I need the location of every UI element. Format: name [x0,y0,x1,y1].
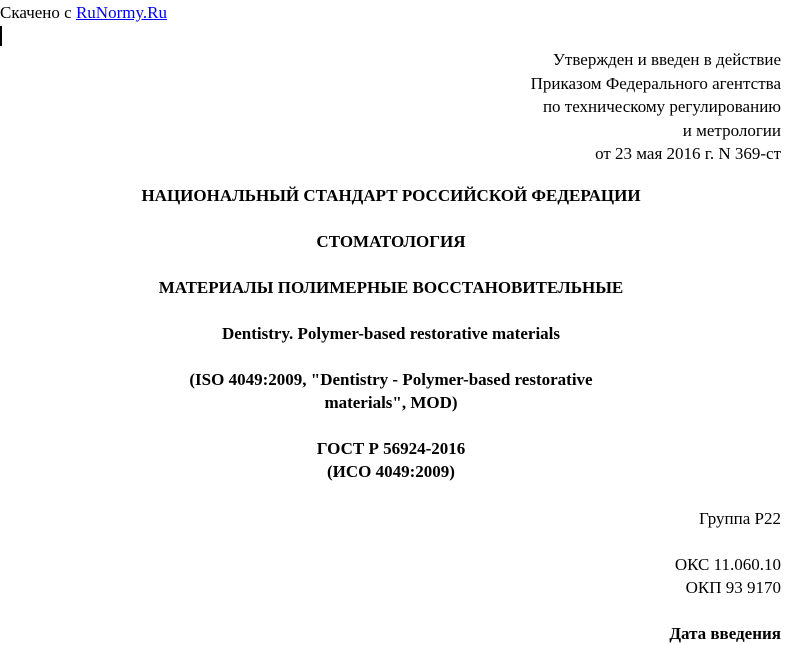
title-en-text: Dentistry. Polymer-based restorative materials [221,324,561,343]
iso-number: (ИСО 4049:2009) [327,462,455,481]
oks-code: ОКС 11.060.10 [674,555,781,574]
approval-block [531,48,781,166]
field-heading [0,230,782,253]
iso-reference-line-1: (ISO 4049:2009, "Dentistry - Polymer-based restorative [189,370,593,389]
approval-line-2: Приказом Федерального агентства [530,73,781,93]
classification-codes [675,553,781,599]
title-ru-heading [0,276,782,299]
approval-line-5: от 23 мая 2016 г. N 369-ст [595,144,781,163]
standard-type-heading [0,184,782,207]
source-line [0,3,167,23]
gost-number: ГОСТ Р 56924-2016 [316,439,466,458]
standard-type-text: НАЦИОНАЛЬНЫЙ СТАНДАРТ РОССИЙСКОЙ ФЕДЕРАЦИИ [141,186,641,205]
iso-reference-line-2: materials", MOD) [324,393,458,412]
intro-date-block [669,622,781,645]
approval-line-1: Утвержден и введен в действие [552,50,781,69]
group-block [699,507,781,530]
approval-line-4: и метрологии [682,120,781,140]
field-text: СТОМАТОЛОГИЯ [316,232,466,251]
title-en-heading [0,322,782,345]
gost-designation [0,437,782,483]
approval-line-3: по техническому регулированию [542,97,781,116]
group-code: Группа Р22 [699,509,781,528]
source-prefix: Скачено с [0,3,76,22]
intro-date-label: Дата введения [669,624,781,643]
text-cursor [0,26,2,46]
okp-code: ОКП 93 9170 [685,578,781,597]
runormy-link[interactable]: RuNormy.Ru [75,3,167,22]
title-ru-text: МАТЕРИАЛЫ ПОЛИМЕРНЫЕ ВОССТАНОВИТЕЛЬНЫЕ [158,278,624,297]
iso-reference [0,368,782,414]
